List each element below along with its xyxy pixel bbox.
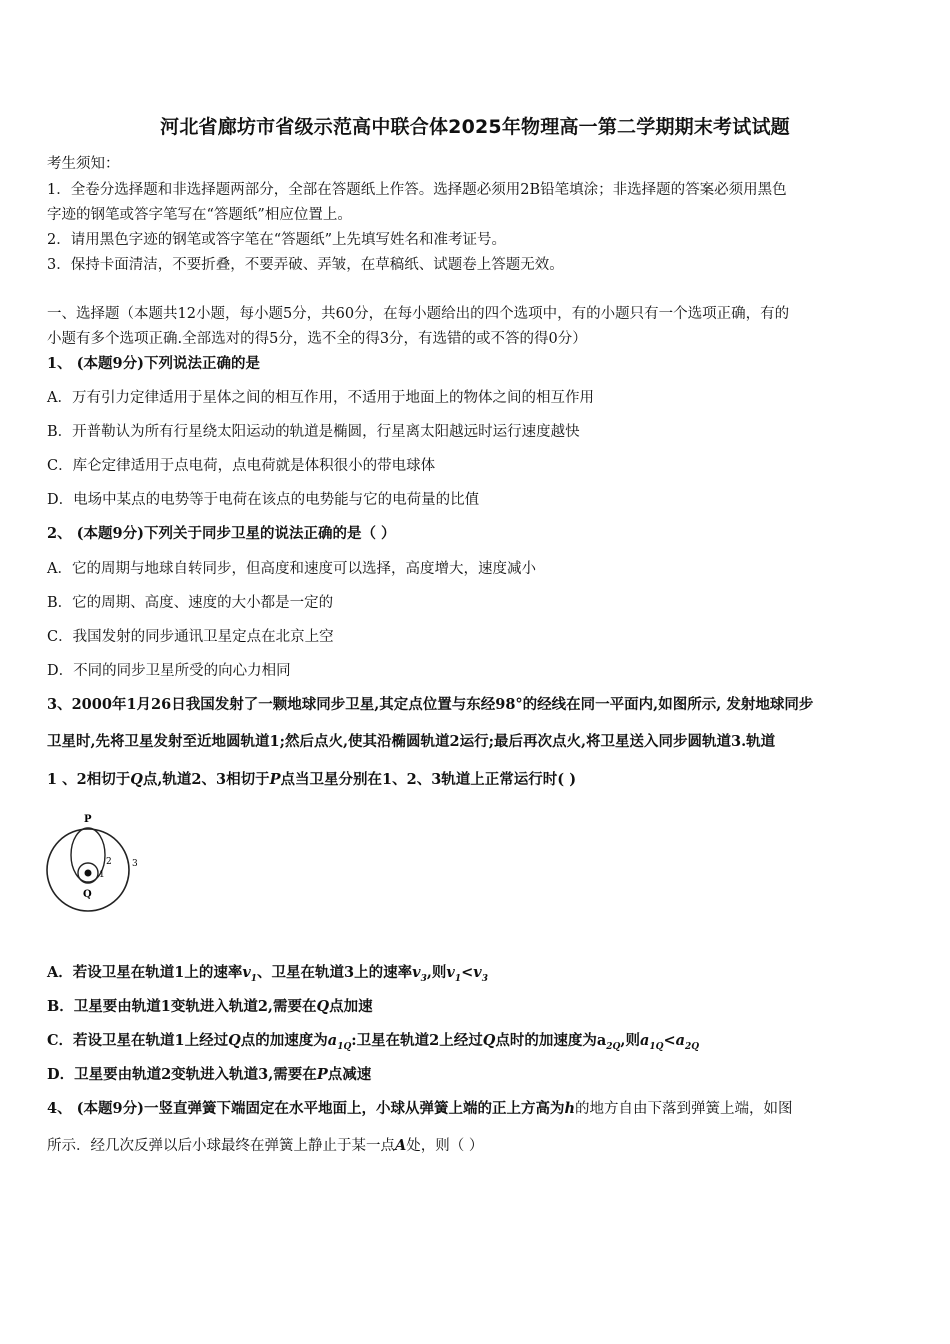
q3-stem-line-2: 卫星时,先将卫星发射至近地圆轨道1;然后点火,使其沿椭圆轨道2运行;最后再次点火,将卫星送入同步圆轨道3.轨道 xyxy=(47,733,776,750)
notice-item-3: 3．保持卡面清洁，不要折叠，不要弄破、弄皱，在草稿纸、试题卷上答题无效。 xyxy=(47,257,564,273)
q2-option-c: C．我国发射的同步通讯卫星定点在北京上空 xyxy=(47,629,334,645)
q2-option-d: D．不同的同步卫星所受的向心力相同 xyxy=(47,663,291,679)
q4-stem-line-1: 4、 (本题9分)一竖直弹簧下端固定在水平地面上，小球从弹簧上端的正上方高为h的地方自由下落到弹簧上端，如图 xyxy=(47,1100,793,1117)
notice-item-1b: 字迹的钢笔或答字笔写在“答题纸”相应位置上。 xyxy=(47,207,352,223)
q3-option-c: C．若设卫星在轨道1上经过Q点的加速度为$a_{1Q}$:卫星在轨道2上经过Q点时的加速度为$a_{2Q}$,则$a_{1Q}<a_{2Q}$ xyxy=(47,1032,700,1052)
earth-dot xyxy=(85,870,92,877)
page-title: 河北省廊坊市省级示范高中联合体2025年物理高一第二学期期末考试试题 xyxy=(160,116,790,138)
q1-option-d: D．电场中某点的电势等于电荷在该点的电势能与它的电荷量的比值 xyxy=(47,492,480,508)
label-1: 1 xyxy=(99,870,105,880)
q2-option-b: B．它的周期、高度、速度的大小都是一定的 xyxy=(47,595,334,611)
label-p: P xyxy=(84,814,92,825)
q2-stem: 2、 (本题9分)下列关于同步卫星的说法正确的是（ ） xyxy=(47,525,396,542)
q1-option-c: C．库仑定律适用于点电荷，点电荷就是体积很小的带电球体 xyxy=(47,458,436,474)
notice-item-1a: 1．全卷分选择题和非选择题两部分，全部在答题纸上作答。选择题必须用2B铅笔填涂；非选择题的答案必须用黑色 xyxy=(47,182,787,198)
label-2: 2 xyxy=(106,857,112,867)
q1-option-a: A．万有引力定律适用于星体之间的相互作用，不适用于地面上的物体之间的相互作用 xyxy=(47,390,594,406)
q3-option-b: B．卫星要由轨道1变轨进入轨道2,需要在Q点加速 xyxy=(47,998,373,1015)
q1-option-b: B．开普勒认为所有行星绕太阳运动的轨道是椭圆，行星离太阳越远时运行速度越快 xyxy=(47,424,580,440)
q1-stem: 1、 (本题9分)下列说法正确的是 xyxy=(47,355,260,372)
notice-item-2: 2．请用黑色字迹的钢笔或答字笔在“答题纸”上先填写姓名和准考证号。 xyxy=(47,232,507,248)
q2-option-a: A．它的周期与地球自转同步，但高度和速度可以选择，高度增大，速度减小 xyxy=(47,561,536,577)
q3-option-a: A．若设卫星在轨道1上的速率$v_1$、卫星在轨道3上的速率$v_3$,则$v_1<v_3$ xyxy=(47,964,488,984)
q3-stem-line-1: 3、2000年1月26日我国发射了一颗地球同步卫星,其定点位置与东经98°的经线在同一平面内,如图所示, 发射地球同步 xyxy=(47,696,814,713)
q4-stem-line-2: 所示．经几次反弹以后小球最终在弹簧上静止于某一点A处，则（ ） xyxy=(47,1137,484,1154)
label-3: 3 xyxy=(132,859,138,869)
section-intro-1: 一、选择题（本题共12小题，每小题5分，共60分，在每小题给出的四个选项中，有的小题只有一个选项正确，有的 xyxy=(47,306,790,322)
section-intro-2: 小题有多个选项正确.全部选对的得5分，选不全的得3分，有选错的或不答的得0分） xyxy=(47,331,587,347)
orbit-diagram xyxy=(44,808,149,930)
q3-option-d: D．卫星要由轨道2变轨进入轨道3,需要在P点减速 xyxy=(47,1066,372,1083)
label-q: Q xyxy=(83,889,92,900)
q3-stem-line-3: 1 、2相切于Q点,轨道2、3相切于P点当卫星分别在1、2、3轨道上正常运行时( ) xyxy=(47,771,577,788)
notice-heading: 考生须知： xyxy=(47,156,120,172)
